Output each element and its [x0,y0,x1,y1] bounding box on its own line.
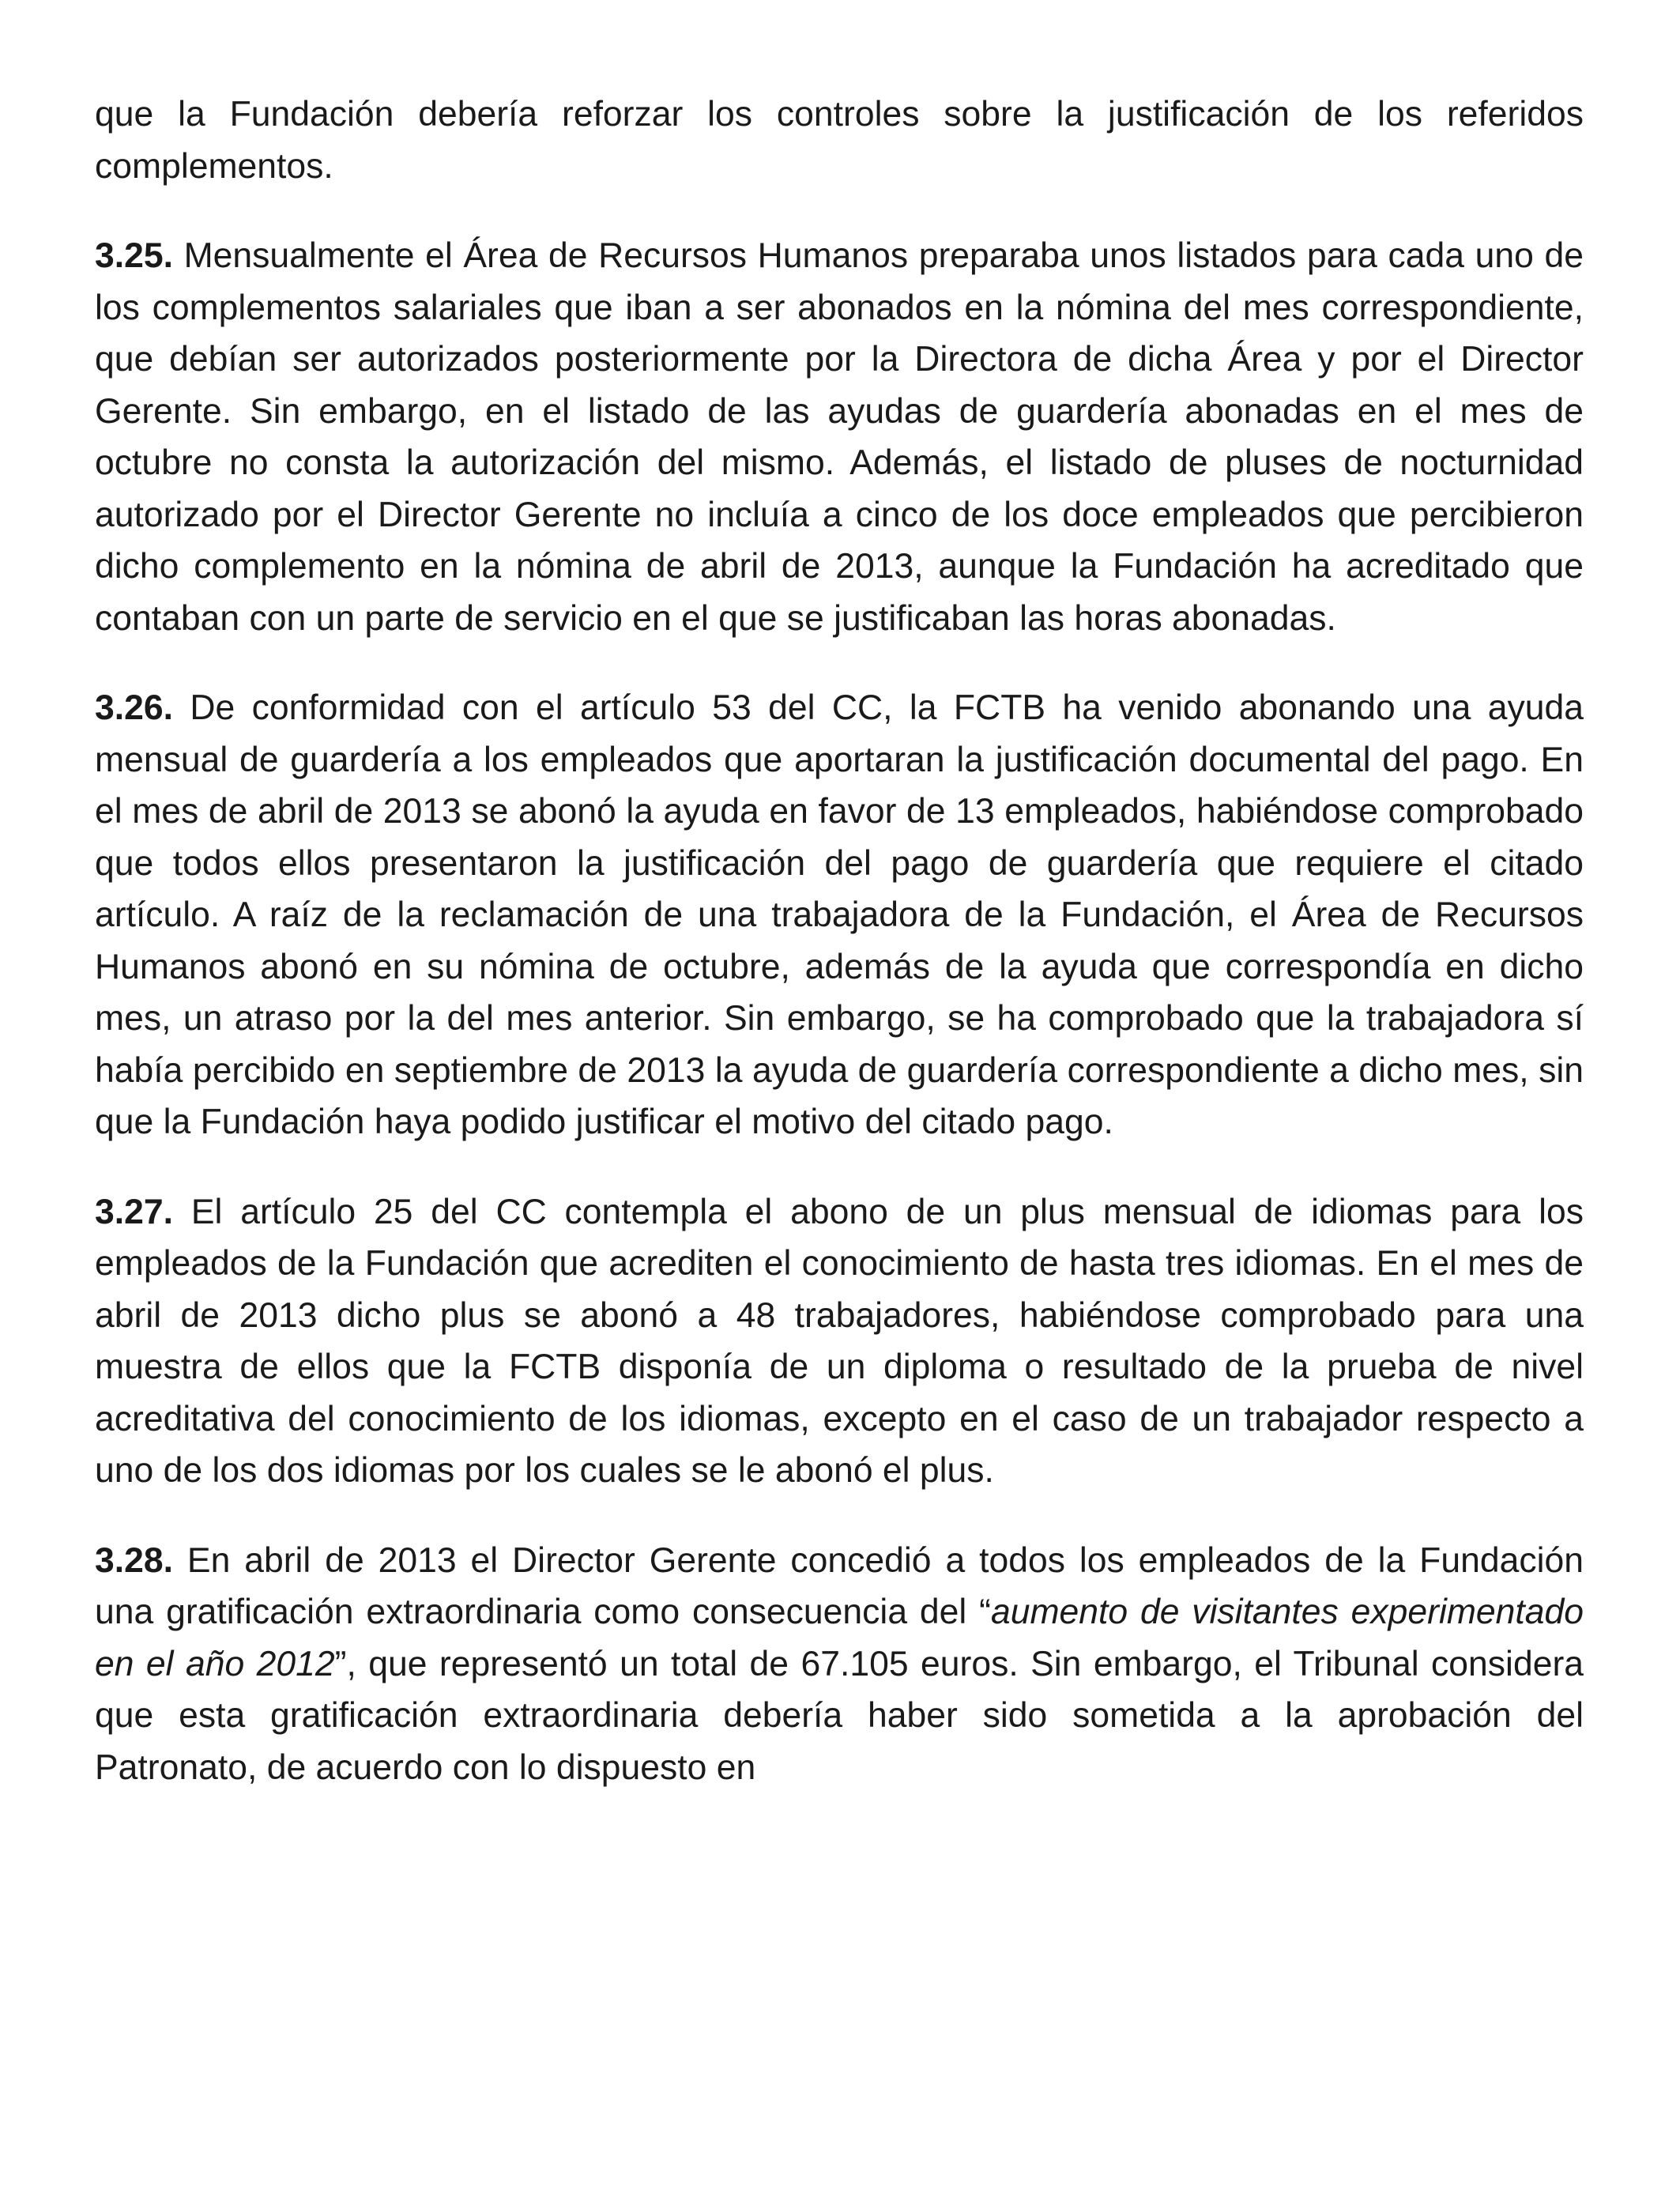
paragraph-text-after: ”, que representó un total de 67.105 euros. Sin embargo, el Tribunal considera que esta gratificación extraordinaria debería haber sido sometida a la aprobación del Patronato, de acuerdo con lo dispuesto en [95,1644,1584,1787]
paragraph-text-before: En abril de 2013 el Director Gerente concedió a todos los empleados de la Fundación una gratificación extraordinaria como consecuencia del “ [95,1540,1584,1631]
quoted-phrase: aumento de visitantes experimentado en el año 2012 [95,1593,1584,1683]
continuation-text: que la Fundación debería reforzar los controles sobre la justificación de los referidos complementos. [95,95,1584,186]
paragraph-number: 3.26. [95,688,173,727]
paragraph-3-25 [95,230,1584,644]
document-body [95,89,1584,1831]
paragraph-number: 3.28. [95,1540,173,1580]
paragraph-number: 3.25. [95,236,173,275]
paragraph-text: Mensualmente el Área de Recursos Humanos preparaba unos listados para cada uno de los complementos salariales que iban a ser abonados en la nómina del mes correspondiente, que debían ser autorizados posteriormente por la Directora de dicha Área y por el Director Gerente. Sin embargo, en el listado de las ayudas de guardería abonadas en el mes de octubre no consta la autorización del mismo. Además, el listado de pluses de nocturnidad autorizado por el Director Gerente no incluía a cinco de los doce empleados que percibieron dicho complemento en la nómina de abril de 2013, aunque la Fundación ha acreditado que contaban con un parte de servicio en el que se justificaban las horas abonadas. [95,236,1584,638]
continuation-paragraph [95,89,1584,192]
paragraph-3-27 [95,1186,1584,1497]
paragraph-text: El artículo 25 del CC contempla el abono de un plus mensual de idiomas para los empleados de la Fundación que acrediten el conocimiento de hasta tres idiomas. En el mes de abril de 2013 dicho plus se abonó a 48 trabajadores, habiéndose comprobado para una muestra de ellos que la FCTB disponía de un diploma o resultado de la prueba de nivel acreditativa del conocimiento de los idiomas, excepto en el caso de un trabajador respecto a uno de los dos idiomas por los cuales se le abonó el plus. [95,1192,1584,1490]
paragraph-3-26 [95,682,1584,1148]
paragraph-text: De conformidad con el artículo 53 del CC, la FCTB ha venido abonando una ayuda mensual de guardería a los empleados que aportaran la justificación documental del pago. En el mes de abril de 2013 se abonó la ayuda en favor de 13 empleados, habiéndose comprobado que todos ellos presentaron la justificación del pago de guardería que requiere el citado artículo. A raíz de la reclamación de una trabajadora de la Fundación, el Área de Recursos Humanos abonó en su nómina de octubre, además de la ayuda que correspondía en dicho mes, un atraso por la del mes anterior. Sin embargo, se ha comprobado que la trabajadora sí había percibido en septiembre de 2013 la ayuda de guardería correspondiente a dicho mes, sin que la Fundación haya podido justificar el motivo del citado pago. [95,688,1584,1141]
paragraph-3-28 [95,1535,1584,1794]
paragraph-number: 3.27. [95,1192,173,1231]
